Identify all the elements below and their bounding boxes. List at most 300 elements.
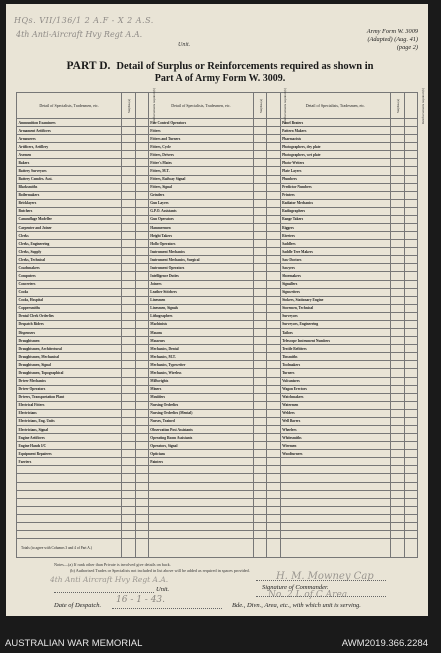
reinforcements-cell[interactable] [267, 417, 280, 425]
surplus-cell[interactable] [254, 329, 267, 337]
surplus-cell[interactable] [254, 159, 267, 167]
reinforcements-cell[interactable] [135, 466, 148, 474]
surplus-cell[interactable] [254, 232, 267, 240]
surplus-cell[interactable] [254, 385, 267, 393]
surplus-cell[interactable] [391, 264, 404, 272]
surplus-cell[interactable] [254, 127, 267, 135]
surplus-cell[interactable] [254, 498, 267, 506]
surplus-cell[interactable] [391, 514, 404, 522]
reinforcements-cell[interactable] [135, 482, 148, 490]
surplus-cell[interactable] [391, 240, 404, 248]
reinforcements-cell[interactable] [135, 361, 148, 369]
surplus-cell[interactable] [391, 304, 404, 312]
reinforcements-cell[interactable] [404, 474, 417, 482]
surplus-cell[interactable] [254, 417, 267, 425]
surplus-cell[interactable] [391, 224, 404, 232]
surplus-cell[interactable] [254, 256, 267, 264]
reinforcements-cell[interactable] [267, 393, 280, 401]
surplus-cell[interactable] [122, 482, 135, 490]
reinforcements-cell[interactable] [404, 353, 417, 361]
reinforcements-cell[interactable] [404, 337, 417, 345]
reinforcements-cell[interactable] [267, 296, 280, 304]
surplus-cell[interactable] [122, 215, 135, 223]
reinforcements-cell[interactable] [135, 409, 148, 417]
surplus-cell[interactable] [391, 377, 404, 385]
surplus-cell[interactable] [254, 312, 267, 320]
surplus-cell[interactable] [391, 127, 404, 135]
reinforcements-cell[interactable] [135, 232, 148, 240]
surplus-cell[interactable] [391, 135, 404, 143]
surplus-cell[interactable] [122, 167, 135, 175]
reinforcements-cell[interactable] [404, 530, 417, 538]
reinforcements-cell[interactable] [135, 417, 148, 425]
surplus-cell[interactable] [122, 191, 135, 199]
reinforcements-cell[interactable] [135, 490, 148, 498]
reinforcements-cell[interactable] [135, 199, 148, 207]
reinforcements-cell[interactable] [267, 151, 280, 159]
surplus-cell[interactable] [391, 466, 404, 474]
surplus-cell[interactable] [391, 450, 404, 458]
reinforcements-cell[interactable] [135, 522, 148, 530]
reinforcements-cell[interactable] [135, 434, 148, 442]
surplus-cell[interactable] [122, 183, 135, 191]
surplus-cell[interactable] [254, 409, 267, 417]
reinforcements-cell[interactable] [135, 272, 148, 280]
reinforcements-cell[interactable] [135, 280, 148, 288]
reinforcements-cell[interactable] [267, 401, 280, 409]
reinforcements-cell[interactable] [267, 272, 280, 280]
reinforcements-cell[interactable] [404, 264, 417, 272]
surplus-cell[interactable] [391, 522, 404, 530]
surplus-cell[interactable] [122, 312, 135, 320]
reinforcements-total-cell[interactable] [135, 539, 148, 558]
reinforcements-cell[interactable] [267, 191, 280, 199]
reinforcements-cell[interactable] [135, 135, 148, 143]
reinforcements-cell[interactable] [404, 498, 417, 506]
surplus-cell[interactable] [254, 183, 267, 191]
reinforcements-cell[interactable] [267, 345, 280, 353]
surplus-cell[interactable] [254, 143, 267, 151]
reinforcements-cell[interactable] [267, 409, 280, 417]
reinforcements-cell[interactable] [404, 296, 417, 304]
surplus-cell[interactable] [254, 207, 267, 215]
surplus-cell[interactable] [122, 409, 135, 417]
reinforcements-cell[interactable] [404, 127, 417, 135]
surplus-cell[interactable] [122, 175, 135, 183]
surplus-cell[interactable] [254, 167, 267, 175]
reinforcements-cell[interactable] [404, 191, 417, 199]
surplus-cell[interactable] [391, 272, 404, 280]
surplus-cell[interactable] [122, 401, 135, 409]
reinforcements-cell[interactable] [267, 474, 280, 482]
surplus-cell[interactable] [254, 215, 267, 223]
reinforcements-cell[interactable] [135, 393, 148, 401]
reinforcements-cell[interactable] [267, 506, 280, 514]
surplus-cell[interactable] [391, 151, 404, 159]
reinforcements-cell[interactable] [135, 425, 148, 433]
surplus-cell[interactable] [122, 514, 135, 522]
surplus-cell[interactable] [391, 280, 404, 288]
reinforcements-cell[interactable] [135, 458, 148, 466]
surplus-cell[interactable] [122, 425, 135, 433]
surplus-cell[interactable] [122, 377, 135, 385]
surplus-cell[interactable] [391, 119, 404, 127]
surplus-cell[interactable] [254, 240, 267, 248]
surplus-cell[interactable] [254, 224, 267, 232]
reinforcements-cell[interactable] [267, 530, 280, 538]
reinforcements-cell[interactable] [404, 506, 417, 514]
reinforcements-cell[interactable] [404, 199, 417, 207]
reinforcements-cell[interactable] [404, 482, 417, 490]
reinforcements-cell[interactable] [135, 320, 148, 328]
surplus-cell[interactable] [254, 490, 267, 498]
surplus-cell[interactable] [254, 393, 267, 401]
reinforcements-cell[interactable] [404, 288, 417, 296]
surplus-cell[interactable] [254, 345, 267, 353]
reinforcements-cell[interactable] [404, 248, 417, 256]
reinforcements-cell[interactable] [404, 522, 417, 530]
surplus-cell[interactable] [122, 232, 135, 240]
surplus-cell[interactable] [122, 329, 135, 337]
surplus-cell[interactable] [254, 442, 267, 450]
reinforcements-cell[interactable] [135, 385, 148, 393]
surplus-cell[interactable] [122, 272, 135, 280]
surplus-cell[interactable] [254, 320, 267, 328]
reinforcements-cell[interactable] [135, 183, 148, 191]
reinforcements-cell[interactable] [267, 450, 280, 458]
surplus-cell[interactable] [254, 458, 267, 466]
reinforcements-cell[interactable] [267, 304, 280, 312]
surplus-cell[interactable] [391, 458, 404, 466]
surplus-cell[interactable] [391, 442, 404, 450]
surplus-cell[interactable] [122, 498, 135, 506]
reinforcements-cell[interactable] [404, 143, 417, 151]
surplus-cell[interactable] [391, 143, 404, 151]
reinforcements-cell[interactable] [267, 167, 280, 175]
reinforcements-cell[interactable] [404, 409, 417, 417]
surplus-cell[interactable] [391, 191, 404, 199]
reinforcements-cell[interactable] [267, 466, 280, 474]
reinforcements-cell[interactable] [267, 320, 280, 328]
reinforcements-cell[interactable] [404, 183, 417, 191]
surplus-cell[interactable] [254, 304, 267, 312]
surplus-cell[interactable] [254, 425, 267, 433]
surplus-cell[interactable] [391, 401, 404, 409]
reinforcements-cell[interactable] [267, 280, 280, 288]
surplus-cell[interactable] [391, 369, 404, 377]
surplus-cell[interactable] [391, 385, 404, 393]
surplus-cell[interactable] [254, 377, 267, 385]
surplus-cell[interactable] [122, 474, 135, 482]
surplus-cell[interactable] [122, 458, 135, 466]
surplus-cell[interactable] [254, 530, 267, 538]
reinforcements-cell[interactable] [404, 434, 417, 442]
surplus-cell[interactable] [122, 288, 135, 296]
reinforcements-cell[interactable] [135, 151, 148, 159]
surplus-cell[interactable] [254, 482, 267, 490]
reinforcements-cell[interactable] [135, 159, 148, 167]
surplus-cell[interactable] [122, 240, 135, 248]
surplus-cell[interactable] [254, 135, 267, 143]
reinforcements-cell[interactable] [135, 530, 148, 538]
surplus-cell[interactable] [122, 530, 135, 538]
reinforcements-cell[interactable] [404, 272, 417, 280]
surplus-cell[interactable] [391, 183, 404, 191]
reinforcements-cell[interactable] [404, 224, 417, 232]
surplus-cell[interactable] [122, 450, 135, 458]
reinforcements-cell[interactable] [404, 417, 417, 425]
reinforcements-cell[interactable] [267, 482, 280, 490]
reinforcements-cell[interactable] [267, 288, 280, 296]
surplus-cell[interactable] [122, 304, 135, 312]
reinforcements-cell[interactable] [404, 369, 417, 377]
surplus-cell[interactable] [391, 393, 404, 401]
reinforcements-cell[interactable] [404, 151, 417, 159]
surplus-cell[interactable] [122, 320, 135, 328]
reinforcements-cell[interactable] [404, 329, 417, 337]
surplus-cell[interactable] [254, 369, 267, 377]
surplus-cell[interactable] [122, 135, 135, 143]
surplus-cell[interactable] [254, 175, 267, 183]
reinforcements-cell[interactable] [404, 256, 417, 264]
surplus-cell[interactable] [122, 393, 135, 401]
surplus-cell[interactable] [391, 312, 404, 320]
surplus-cell[interactable] [122, 256, 135, 264]
surplus-cell[interactable] [254, 296, 267, 304]
reinforcements-cell[interactable] [267, 159, 280, 167]
surplus-cell[interactable] [254, 337, 267, 345]
reinforcements-cell[interactable] [135, 175, 148, 183]
surplus-cell[interactable] [391, 199, 404, 207]
reinforcements-cell[interactable] [135, 337, 148, 345]
surplus-cell[interactable] [391, 474, 404, 482]
surplus-cell[interactable] [254, 506, 267, 514]
reinforcements-cell[interactable] [404, 514, 417, 522]
surplus-cell[interactable] [391, 417, 404, 425]
surplus-cell[interactable] [391, 425, 404, 433]
reinforcements-cell[interactable] [135, 264, 148, 272]
reinforcements-cell[interactable] [267, 215, 280, 223]
surplus-cell[interactable] [122, 199, 135, 207]
reinforcements-cell[interactable] [135, 506, 148, 514]
surplus-cell[interactable] [391, 159, 404, 167]
surplus-cell[interactable] [254, 280, 267, 288]
reinforcements-cell[interactable] [267, 434, 280, 442]
reinforcements-cell[interactable] [135, 450, 148, 458]
surplus-cell[interactable] [122, 127, 135, 135]
reinforcements-cell[interactable] [135, 248, 148, 256]
reinforcements-cell[interactable] [404, 345, 417, 353]
reinforcements-cell[interactable] [404, 280, 417, 288]
reinforcements-cell[interactable] [267, 199, 280, 207]
surplus-cell[interactable] [122, 417, 135, 425]
surplus-cell[interactable] [122, 337, 135, 345]
reinforcements-cell[interactable] [267, 143, 280, 151]
reinforcements-cell[interactable] [267, 361, 280, 369]
surplus-cell[interactable] [122, 442, 135, 450]
surplus-cell[interactable] [391, 296, 404, 304]
surplus-cell[interactable] [122, 361, 135, 369]
reinforcements-cell[interactable] [404, 159, 417, 167]
surplus-cell[interactable] [391, 530, 404, 538]
surplus-cell[interactable] [254, 151, 267, 159]
surplus-cell[interactable] [254, 450, 267, 458]
surplus-cell[interactable] [122, 353, 135, 361]
surplus-cell[interactable] [122, 224, 135, 232]
reinforcements-cell[interactable] [135, 296, 148, 304]
reinforcements-cell[interactable] [135, 369, 148, 377]
surplus-cell[interactable] [122, 490, 135, 498]
reinforcements-cell[interactable] [404, 425, 417, 433]
surplus-cell[interactable] [122, 159, 135, 167]
reinforcements-cell[interactable] [135, 474, 148, 482]
reinforcements-cell[interactable] [267, 442, 280, 450]
reinforcements-cell[interactable] [404, 175, 417, 183]
surplus-cell[interactable] [391, 498, 404, 506]
reinforcements-cell[interactable] [267, 425, 280, 433]
surplus-cell[interactable] [391, 490, 404, 498]
surplus-cell[interactable] [391, 175, 404, 183]
reinforcements-cell[interactable] [404, 466, 417, 474]
reinforcements-cell[interactable] [267, 514, 280, 522]
surplus-cell[interactable] [391, 353, 404, 361]
reinforcements-cell[interactable] [404, 320, 417, 328]
reinforcements-cell[interactable] [135, 442, 148, 450]
reinforcements-cell[interactable] [135, 514, 148, 522]
surplus-cell[interactable] [122, 506, 135, 514]
reinforcements-cell[interactable] [135, 498, 148, 506]
surplus-cell[interactable] [122, 280, 135, 288]
surplus-cell[interactable] [122, 296, 135, 304]
surplus-cell[interactable] [391, 337, 404, 345]
reinforcements-cell[interactable] [135, 353, 148, 361]
reinforcements-cell[interactable] [404, 240, 417, 248]
reinforcements-cell[interactable] [135, 224, 148, 232]
surplus-total-cell[interactable] [122, 539, 135, 558]
surplus-cell[interactable] [391, 482, 404, 490]
reinforcements-cell[interactable] [267, 175, 280, 183]
reinforcements-cell[interactable] [267, 369, 280, 377]
surplus-cell[interactable] [254, 199, 267, 207]
surplus-cell[interactable] [254, 191, 267, 199]
surplus-cell[interactable] [391, 288, 404, 296]
surplus-cell[interactable] [254, 514, 267, 522]
reinforcements-cell[interactable] [404, 135, 417, 143]
reinforcements-cell[interactable] [135, 207, 148, 215]
surplus-cell[interactable] [391, 248, 404, 256]
surplus-cell[interactable] [122, 345, 135, 353]
reinforcements-cell[interactable] [404, 215, 417, 223]
surplus-cell[interactable] [254, 434, 267, 442]
surplus-cell[interactable] [254, 248, 267, 256]
reinforcements-cell[interactable] [267, 127, 280, 135]
surplus-cell[interactable] [391, 361, 404, 369]
reinforcements-cell[interactable] [404, 490, 417, 498]
reinforcements-cell[interactable] [404, 232, 417, 240]
reinforcements-cell[interactable] [267, 312, 280, 320]
reinforcements-cell[interactable] [135, 127, 148, 135]
reinforcements-cell[interactable] [267, 183, 280, 191]
reinforcements-cell[interactable] [135, 119, 148, 127]
reinforcements-cell[interactable] [135, 401, 148, 409]
surplus-cell[interactable] [391, 320, 404, 328]
reinforcements-cell[interactable] [267, 248, 280, 256]
reinforcements-cell[interactable] [404, 450, 417, 458]
reinforcements-cell[interactable] [267, 232, 280, 240]
reinforcements-cell[interactable] [404, 304, 417, 312]
reinforcements-cell[interactable] [404, 119, 417, 127]
surplus-cell[interactable] [122, 248, 135, 256]
reinforcements-cell[interactable] [267, 224, 280, 232]
reinforcements-cell[interactable] [267, 207, 280, 215]
surplus-cell[interactable] [391, 167, 404, 175]
reinforcements-cell[interactable] [267, 264, 280, 272]
surplus-cell[interactable] [254, 522, 267, 530]
reinforcements-cell[interactable] [267, 458, 280, 466]
surplus-cell[interactable] [122, 207, 135, 215]
surplus-cell[interactable] [391, 215, 404, 223]
reinforcements-cell[interactable] [135, 312, 148, 320]
reinforcements-cell[interactable] [135, 329, 148, 337]
reinforcements-cell[interactable] [404, 361, 417, 369]
surplus-cell[interactable] [391, 506, 404, 514]
surplus-cell[interactable] [254, 466, 267, 474]
reinforcements-cell[interactable] [267, 119, 280, 127]
reinforcements-cell[interactable] [267, 240, 280, 248]
reinforcements-cell[interactable] [267, 522, 280, 530]
reinforcements-cell[interactable] [267, 329, 280, 337]
surplus-cell[interactable] [391, 232, 404, 240]
surplus-cell[interactable] [122, 369, 135, 377]
surplus-cell[interactable] [391, 256, 404, 264]
reinforcements-cell[interactable] [135, 304, 148, 312]
surplus-cell[interactable] [122, 119, 135, 127]
reinforcements-cell[interactable] [135, 240, 148, 248]
surplus-cell[interactable] [122, 143, 135, 151]
reinforcements-cell[interactable] [404, 442, 417, 450]
reinforcements-cell[interactable] [404, 385, 417, 393]
reinforcements-cell[interactable] [267, 135, 280, 143]
reinforcements-cell[interactable] [404, 401, 417, 409]
surplus-cell[interactable] [122, 264, 135, 272]
surplus-cell[interactable] [391, 329, 404, 337]
reinforcements-cell[interactable] [404, 207, 417, 215]
reinforcements-cell[interactable] [135, 345, 148, 353]
surplus-cell[interactable] [391, 434, 404, 442]
surplus-cell[interactable] [254, 272, 267, 280]
reinforcements-cell[interactable] [404, 312, 417, 320]
surplus-cell[interactable] [391, 207, 404, 215]
reinforcements-cell[interactable] [404, 377, 417, 385]
surplus-cell[interactable] [254, 264, 267, 272]
reinforcements-cell[interactable] [267, 498, 280, 506]
surplus-cell[interactable] [122, 385, 135, 393]
surplus-cell[interactable] [391, 345, 404, 353]
reinforcements-cell[interactable] [267, 353, 280, 361]
surplus-cell[interactable] [254, 288, 267, 296]
surplus-cell[interactable] [254, 401, 267, 409]
reinforcements-cell[interactable] [267, 490, 280, 498]
reinforcements-cell[interactable] [267, 385, 280, 393]
reinforcements-cell[interactable] [135, 167, 148, 175]
surplus-cell[interactable] [391, 409, 404, 417]
surplus-cell[interactable] [122, 522, 135, 530]
reinforcements-cell[interactable] [404, 393, 417, 401]
reinforcements-cell[interactable] [404, 167, 417, 175]
reinforcements-cell[interactable] [267, 377, 280, 385]
surplus-cell[interactable] [122, 151, 135, 159]
reinforcements-cell[interactable] [404, 458, 417, 466]
